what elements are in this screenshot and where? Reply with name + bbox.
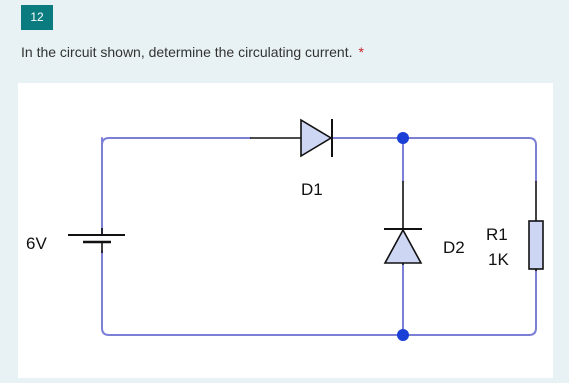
wires bbox=[102, 138, 536, 335]
resistor-label: R1 bbox=[486, 225, 508, 244]
node-bottom bbox=[397, 329, 409, 341]
resistor-value: 1K bbox=[488, 250, 509, 269]
required-asterisk: * bbox=[358, 44, 364, 60]
wire-top-right bbox=[403, 138, 536, 181]
diode2-label: D2 bbox=[443, 238, 465, 257]
diode1-label: D1 bbox=[301, 180, 323, 199]
wire-top-left bbox=[102, 138, 250, 145]
node-top bbox=[397, 132, 409, 144]
resistor-r1 bbox=[529, 181, 543, 271]
circuit-diagram bbox=[18, 83, 553, 378]
question-number-badge: 12 bbox=[21, 5, 53, 30]
question-prompt: In the circuit shown, determine the circulating current. bbox=[21, 44, 353, 60]
battery-6v bbox=[68, 228, 125, 253]
circuit-svg bbox=[18, 83, 553, 378]
diode-d2 bbox=[384, 181, 422, 265]
wire-r1-bottom bbox=[102, 265, 536, 335]
source-label: 6V bbox=[26, 234, 47, 253]
diode-d1 bbox=[250, 119, 332, 157]
question-text bbox=[21, 44, 364, 60]
